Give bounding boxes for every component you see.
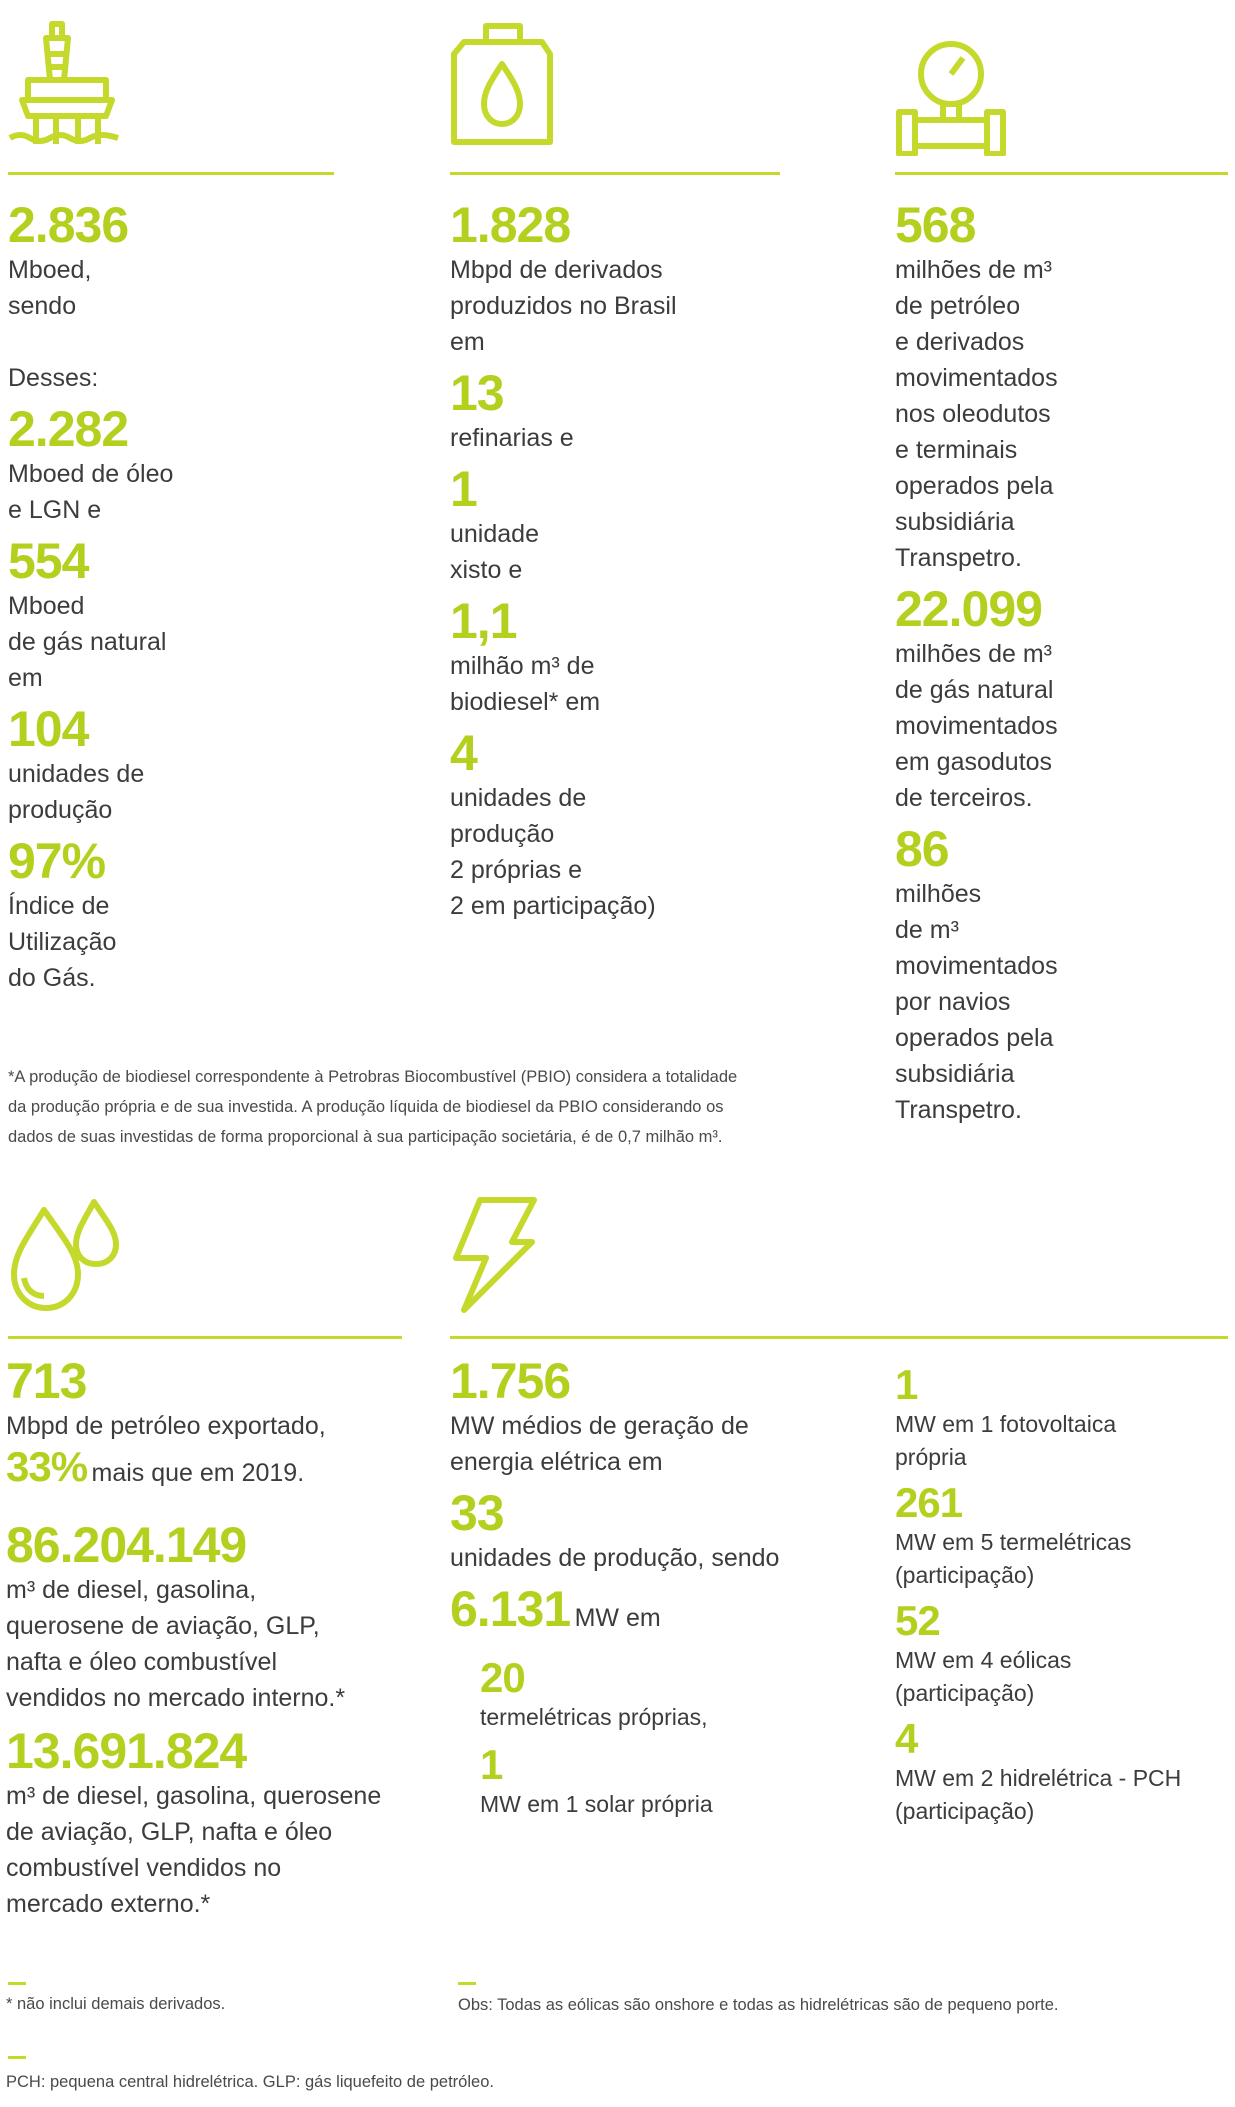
footnote-dash (8, 1982, 26, 1985)
biodiesel-footnote: *A produção de biodiesel correspondente à Petrobras Biocombustível (PBIO) considera a totalidade da produção própria e de sua investida. A produção líquida de biodiesel da PBIO considerando os dados de suas investidas de forma proporcional à sua participação societária, é de 0,7 milhão m³. (8, 1068, 738, 1146)
column-production (8, 198, 338, 996)
stat-label: termelétricas próprias, (480, 1704, 708, 1730)
stat-value: 13 (450, 365, 504, 421)
energy-subitems (450, 1655, 850, 1821)
stat-value: 4 (895, 1715, 918, 1762)
stat-label: unidades de produção (8, 760, 145, 824)
stat-value: 1 (895, 1361, 918, 1408)
stat-label: MW em 1 fotovoltaica própria (895, 1411, 1117, 1470)
fuel-can-icon (450, 20, 554, 150)
stat-label: unidade xisto e (450, 520, 539, 584)
stat-label: unidades de produção 2 próprias e 2 em participação) (450, 784, 656, 920)
stat-value: 52 (895, 1597, 940, 1644)
column-energy (450, 1354, 850, 1821)
stat-value: 1.828 (450, 197, 571, 253)
stat-value: 13.691.824 (6, 1723, 247, 1779)
stat-value: 1 (480, 1741, 503, 1788)
divider-col2-top (450, 172, 780, 175)
stat-value: 22.099 (895, 581, 1042, 637)
divider-col5-top (450, 1336, 1228, 1339)
stat-label: milhões de m³ movimentados por navios operados pela subsidiária Transpetro. (895, 880, 1058, 1124)
abbreviations-footnote: PCH: pequena central hidrelétrica. GLP: gás liquefeito de petróleo. (6, 2073, 494, 2091)
derivatives-footnote: * não inclui demais derivados. (6, 1995, 226, 2013)
stat-value: 1 (450, 461, 477, 517)
stat-label: milhões de m³ de gás natural movimentados em gasodutos de terceiros. (895, 640, 1058, 812)
stat-label: refinarias e (450, 424, 574, 452)
stat-label: Mbpd de derivados produzidos no Brasil em (450, 256, 677, 356)
stat-value: 97% (8, 833, 106, 889)
stat-value: 33% (6, 1443, 88, 1490)
footnote-dash (8, 2056, 26, 2059)
divider-col4-top (8, 1336, 402, 1339)
stat-value: 104 (8, 701, 89, 757)
stat-label: MW em 2 hidrelétrica - PCH (participação) (895, 1765, 1182, 1824)
stat-value: 568 (895, 197, 976, 253)
stat-value: 2.282 (8, 401, 129, 457)
stat-value: 6.131 (450, 1581, 571, 1637)
drops-icon (8, 1196, 120, 1314)
stat-label: Mbpd de petróleo exportado, (6, 1412, 326, 1440)
stat-label: Mboed, sendo (8, 256, 92, 320)
stat-label: milhão m³ de biodiesel* em (450, 652, 601, 716)
divider-col1-top (8, 172, 334, 175)
stat-label: MW em 5 termelétricas (participação) (895, 1529, 1132, 1588)
stat-label: mais que em 2019. (91, 1459, 305, 1487)
stat-label: Mboed de gás natural em (8, 592, 167, 692)
stat-label: Desses: (8, 364, 99, 392)
energy-footnote: Obs: Todas as eólicas são onshore e todas as hidrelétricas são de pequeno porte. (458, 1996, 1059, 2014)
column-renewables (895, 1362, 1230, 1828)
stat-inline (450, 1582, 850, 1649)
oil-platform-icon (8, 20, 120, 150)
stat-inline (6, 1444, 426, 1504)
stat-label: MW médios de geração de energia elétrica em (450, 1412, 749, 1476)
footnote-dash (458, 1982, 476, 1985)
stat-value: 86 (895, 821, 949, 877)
stat-label: m³ de diesel, gasolina, querosene de aviação, GLP, nafta e óleo combustível vendidos no mercado externo.* (6, 1782, 382, 1918)
stat-value: 554 (8, 533, 89, 589)
stat-value: 2.836 (8, 197, 129, 253)
stat-value: 33 (450, 1485, 504, 1541)
column-refining (450, 198, 790, 924)
stat-value: 713 (6, 1353, 87, 1409)
stat-label: milhões de m³ de petróleo e derivados movimentados nos oleodutos e terminais operados pela subsidiária Transpetro. (895, 256, 1058, 572)
stat-value: 1,1 (450, 593, 517, 649)
stat-value: 261 (895, 1479, 963, 1526)
lightning-icon (450, 1196, 540, 1314)
stat-label: MW em (574, 1604, 661, 1632)
stat-label: MW em 1 solar própria (480, 1791, 713, 1817)
column-logistics (895, 198, 1230, 1128)
stat-value: 4 (450, 725, 477, 781)
stat-label: Índice de Utilização do Gás. (8, 892, 117, 992)
stat-value: 86.204.149 (6, 1517, 247, 1573)
column-commercial (6, 1354, 426, 1922)
stat-label: m³ de diesel, gasolina, querosene de aviação, GLP, nafta e óleo combustível vendidos no mercado interno.* (6, 1576, 346, 1712)
stat-label: Mboed de óleo e LGN e (8, 460, 174, 524)
stat-value: 20 (480, 1654, 525, 1701)
stat-value: 1.756 (450, 1353, 571, 1409)
stat-label: unidades de produção, sendo (450, 1544, 780, 1572)
divider-col3-top (895, 172, 1228, 175)
stat-label: MW em 4 eólicas (participação) (895, 1647, 1072, 1706)
pipeline-gauge-icon (895, 40, 1007, 156)
